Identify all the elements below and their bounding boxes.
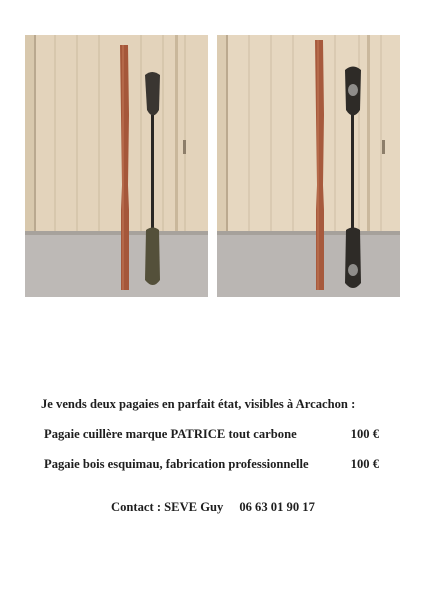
contact-line xyxy=(111,500,315,515)
item-label: Pagaie bois esquimau, fabrication professionnelle xyxy=(44,457,309,471)
item-row-wood-paddle xyxy=(44,457,379,472)
item-label: Pagaie cuillère marque PATRICE tout carbone xyxy=(44,427,297,441)
paddles-photo-image xyxy=(217,35,400,297)
item-price: 100 € xyxy=(350,457,379,471)
photo-paddles-front xyxy=(25,35,208,297)
item-row-carbon-paddle xyxy=(44,427,379,442)
photo-paddles-back xyxy=(217,35,400,297)
contact-phone: 06 63 01 90 17 xyxy=(239,500,315,514)
ad-headline: Je vends deux pagaies en parfait état, visibles à Arcachon : xyxy=(41,397,356,411)
item-price: 100 € xyxy=(350,427,379,441)
paddles-photo-image xyxy=(25,35,208,297)
contact-name: Contact : SEVE Guy xyxy=(111,500,224,514)
